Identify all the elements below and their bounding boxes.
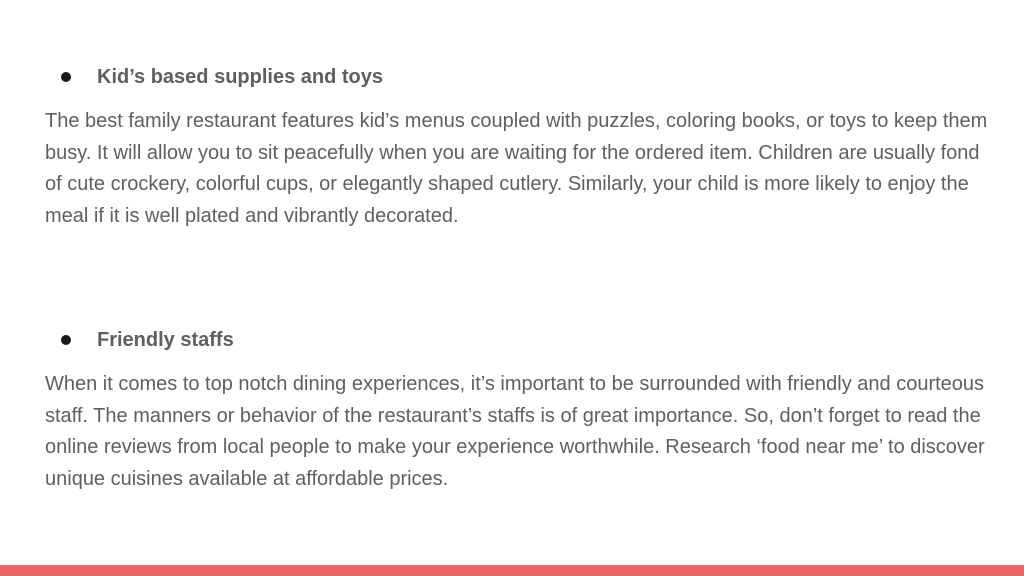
section-friendly-staff xyxy=(45,327,990,495)
section-title: Friendly staffs xyxy=(97,328,234,351)
section-paragraph: When it comes to top notch dining experiences, it’s important to be surrounded with friendly and courteous staff. The manners or behavior of the restaurant’s staffs is of great importance. So, don’t forget to read the online reviews from local people to make your experience worthwhile. Research ‘food near me’ to discover unique cuisines available at affordable prices. xyxy=(45,373,985,490)
footer-accent-bar xyxy=(0,565,1024,576)
bullet-dot-icon xyxy=(61,72,71,82)
bullet-heading xyxy=(45,327,990,353)
section-paragraph: The best family restaurant features kid’s menus coupled with puzzles, coloring books, or toys to keep them busy. It will allow you to sit peacefully when you are waiting for the ordered item. Children are usually fond of cute crockery, colorful cups, or elegantly shaped cutlery. Similarly, your child is more likely to enjoy the meal if it is well plated and vibrantly decorated. xyxy=(45,110,988,227)
bullet-dot-icon xyxy=(61,335,71,345)
section-title: Kid’s based supplies and toys xyxy=(97,65,383,88)
bullet-heading xyxy=(45,64,990,90)
section-kids-supplies xyxy=(45,64,990,232)
